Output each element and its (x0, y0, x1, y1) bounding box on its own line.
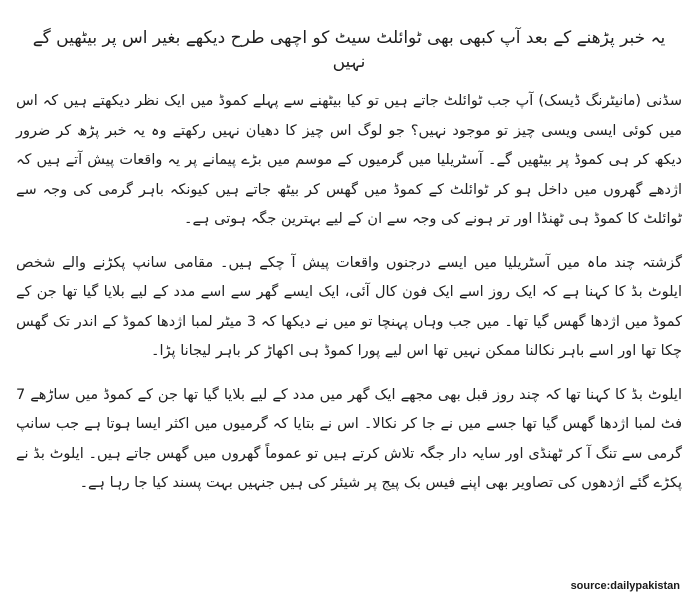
article-paragraph-3: ایلوٹ بڈ کا کہنا تھا کہ چند روز قبل بھی مجھے ایک گھر میں مدد کے لیے بلایا گیا تھا جن کے کموڈ میں ساڑھے 7 فٹ لمبا اژدھا گھس گیا تھا جسے میں نے جا کر نکالا۔ اس نے بتایا کہ گرمیوں میں اکثر ایسا ہوتا ہے جب سانپ گرمی سے تنگ آ کر ٹھنڈی اور سایہ دار جگہ تلاش کرتے ہیں تو عموماً گھروں میں گھس جاتے ہیں۔ ایلوٹ بڈ نے پکڑے گئے اژدھوں کی تصاویر بھی اپنے فیس بک پیج پر شیئر کی ہیں جنہیں بہت پسند کیا جا رہا ہے۔ (16, 386, 682, 491)
article-headline: یہ خبر پڑھنے کے بعد آپ کبھی بھی ٹوائلٹ سیٹ کو اچھی طرح دیکھے بغیر اس پر بیٹھیں گے نہیں (32, 28, 666, 72)
news-article (10, 0, 686, 600)
article-paragraph-2: گزشتہ چند ماہ میں آسٹریلیا میں ایسے درجنوں واقعات پیش آ چکے ہیں۔ مقامی سانپ پکڑنے والے شخص ایلوٹ بڈ کا کہنا ہے کہ ایک روز اسے ایک فون کال آئی، ایک ایسے گھر سے اسے مدد کے لیے بلایا گیا تھا جن کے کموڈ میں اژدھا گھس گیا تھا۔ میں جب وہاں پہنچا تو میں نے دیکھا کہ 3 میٹر لمبا اژدھا کموڈ کے اندر تک گھس چکا تھا اور اسے باہر نکالنا ممکن نہیں تھا اس لیے پورا کموڈ ہی اکھاڑ کر باہر لیجانا پڑا۔ (16, 254, 682, 359)
article-paragraph-1: سڈنی (مانیٹرنگ ڈیسک) آپ جب ٹوائلٹ جاتے ہیں تو کیا بیٹھنے سے پہلے کموڈ میں ایک نظر دیکھتے ہیں کہ اس میں کوئی ایسی ویسی چیز تو موجود نہیں؟ جو لوگ اس چیز کا دھیان نہیں رکھتے وہ یہ خبر پڑھ کر ضرور دیکھ کر ہی کموڈ پر بیٹھیں گے۔ آسٹریلیا میں گرمیوں کے موسم میں بڑے پیمانے پر یہ واقعات پیش آتے ہیں کہ اژدھے گھروں میں داخل ہو کر ٹوائلٹ کے کموڈ میں گھس کر بیٹھ جاتے ہیں کیونکہ باہر گرمی کی وجہ سے ٹوائلٹ کا کموڈ ہی ٹھنڈا اور تر ہونے کی وجہ سے ان کے لیے بہترین جگہ ہوتی ہے۔ (16, 93, 682, 227)
source-credit: source:dailypakistan (570, 580, 680, 592)
